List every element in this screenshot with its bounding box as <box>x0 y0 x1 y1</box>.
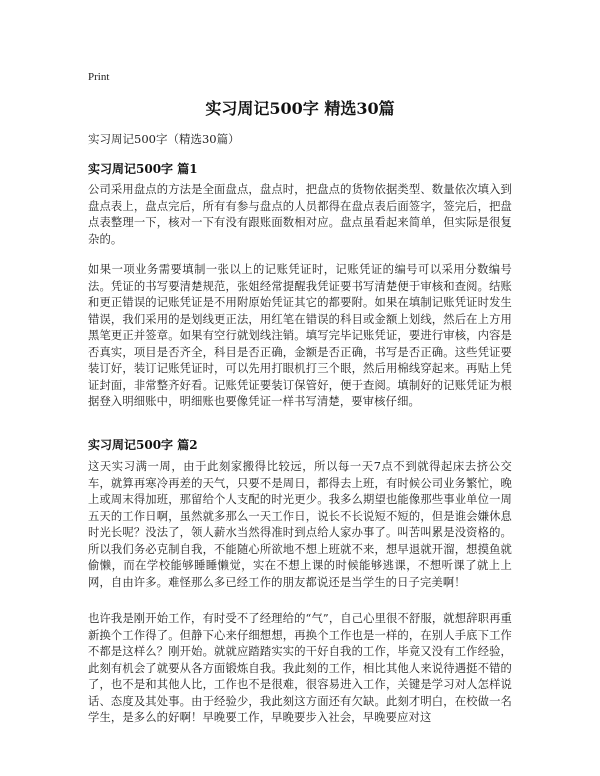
section-2-paragraph-1: 这天实习满一周，由于此刻家搬得比较远，所以每一天7点不到就得起床去挤公交车，就算再寒冷再差的天气，只要不是周日，都得去上班，有时候公司业务繁忙，晚上或周末得加班，那留给个人支配的时光更少。我多么期望也能像那些事业单位一周五天的工作日啊，虽然就多那么一天工作日，说长不长说短不短的，但是谁会嫌休息时光长呢？没法了，领人薪水当然得准时到点给人家办事了。叫苦叫累是没资格的。所以我们务必克制自我，不能随心所欲地不想上班就不来，想早退就开溜，想摸鱼就偷懒，而在学校能够睡睡懒觉，实在不想上课的时候能够逃课，不想听课了就上上网，自由许多。难怪那么多已经工作的朋友都说还是当学生的日子完美啊！ <box>88 460 512 589</box>
section-1-paragraph-2: 如果一项业务需要填制一张以上的记账凭证时，记账凭证的编号可以采用分数编号法。凭证的书写要清楚规范，张姐经常提醒我凭证要书写清楚便于审核和查阅。结账和更正错误的记账凭证是不用附原始凭证其它的都要附。如果在填制记账凭证时发生错误，我们采用的是划线更正法，用红笔在错误的科目或金额上划线，然后在上方用黑笔更正并签章。如果有空行就划线注销。填写完毕记账凭证，要进行审核，内容是否真实，项目是否齐全，科目是否正确，金额是否正确，书写是否正确。这些凭证要装订好，装订记账凭证时，可以先用打眼机打三个眼，然后用棉线穿起来。再贴上凭证封面，非常整齐好看。记账凭证要装订保管好，便于查阅。填制好的记账凭证为根据登入明细账中，明细账也要像凭证一样书写清楚，要审核仔细。 <box>88 263 512 408</box>
section-2-paragraph-2: 也许我是刚开始工作，有时受不了经理给的“气”，自己心里很不舒服，就想辞职再重新换个工作得了。但静下心来仔细想想，再换个工作也是一样的，在别人手底下工作不都是这样么？刚开始。就就应踏踏实实的干好自我的工作，毕竟又没有工作经验，此刻有机会了就要从各方面锻炼自我。我此刻的工作，相比其他人来说待遇挺不错的了，也不是和其他人比，工作也不是很难，很容易进入工作，关键是学习对人怎样说话、态度及其处事。由于经验少，我此刻这方面还有欠缺。此刻才明白，在校做一名学生，是多么的好啊！早晚要工作，早晚要步入社会，早晚要应对这 <box>88 612 512 724</box>
section-heading-1: 实习周记500字 篇1 <box>88 162 198 176</box>
document-title: 实习周记500字 精选30篇 <box>205 99 395 118</box>
document-subtitle: 实习周记500字（精选30篇） <box>88 132 240 146</box>
section-1-paragraph-1: 公司采用盘点的方法是全面盘点，盘点时，把盘点的货物依据类型、数量依次填入到盘点表上，盘点完后，所有有参与盘点的人员都得在盘点表后面签字，签完后，把盘点表整理一下，核对一下有没有跟账面数相对应。盘点虽看起来简单，但实际是很复杂的。 <box>88 183 512 246</box>
print-link[interactable]: Print <box>88 71 110 83</box>
section-heading-2: 实习周记500字 篇2 <box>88 438 198 452</box>
